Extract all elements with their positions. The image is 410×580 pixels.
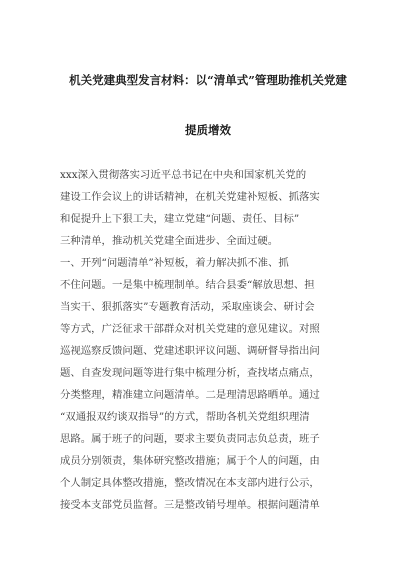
body-line: 接受本支部党员监督。三是整改销号埋单。根据问题清单	[60, 499, 320, 511]
body-line: 一、开列“问题清单”补短板，着力解决抓不准、抓	[60, 257, 289, 269]
body-line: 当实干、狠抓落实”专题教育活动，采取座谈会、研讨会	[60, 301, 315, 313]
body-line: 和促提升上下狠工夫，建立党建“问题、责任、目标”	[60, 213, 300, 225]
body-line: 建设工作会议上的讲话精神，在机关党建补短板、抓落实	[60, 191, 320, 203]
body-line: 巡视巡察反馈问题、党建述职评议问题、调研督导指出问	[60, 345, 320, 357]
body-line: 三种清单，推动机关党建全面进步、全面过硬。	[60, 235, 279, 247]
body-line: 等方式，广泛征求干部群众对机关党建的意见建议。对照	[60, 323, 320, 335]
document-title-line-1: 机关党建典型发言材料：以“清单式”管理助推机关党建	[69, 73, 347, 87]
body-line: 不住问题。一是集中梳理制单。结合县委“解放思想、担	[60, 279, 315, 291]
document-title-line-2: 提质增效	[185, 123, 231, 137]
body-line: 分类整理，精准建立问题清单。二是理清思路晒单。通过	[60, 389, 320, 401]
body-line: xxx深入贯彻落实习近平总书记在中央和国家机关党的	[60, 169, 307, 181]
body-line: 思路。属于班子的问题，要求主要负责同志负总责，班子	[60, 433, 320, 445]
body-line: 成员分别领责，集体研究整改措施；属于个人的问题，由	[60, 455, 320, 467]
body-line: 个人制定具体整改措施，整改情况在本支部内进行公示，	[60, 477, 320, 489]
body-line: “双通报双约谈双指导”的方式，帮助各机关党组织理清	[60, 411, 310, 423]
body-line: 题、自查发现问题等进行集中梳理分析，查找堵点痛点，	[60, 367, 320, 379]
